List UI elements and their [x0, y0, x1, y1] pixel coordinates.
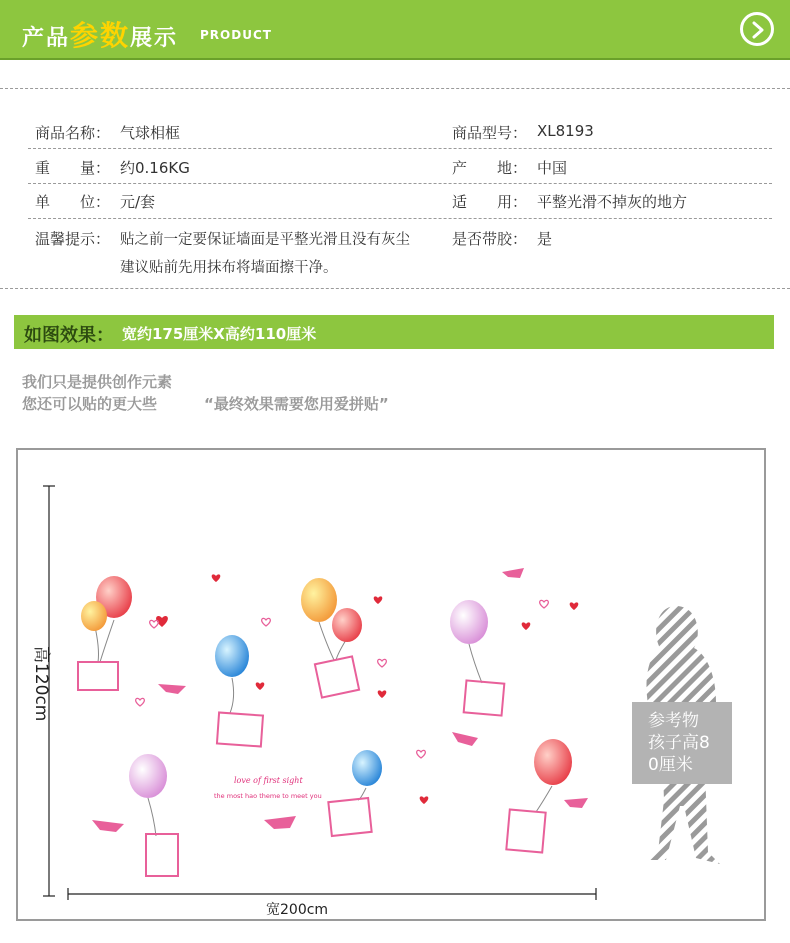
spec-tip-line1: 贴之前一定要保证墙面是平整光滑且没有灰尘	[120, 232, 410, 248]
section-header	[0, 0, 790, 60]
effect-banner	[14, 315, 774, 349]
balloon-frame-4	[450, 600, 504, 716]
circle-chevron-right-icon[interactable]	[740, 12, 774, 46]
divider	[28, 218, 772, 219]
spec-weight-label-2: 量：	[80, 159, 111, 177]
spec-weight-value: 约0.16KG	[120, 159, 190, 177]
spec-apply-value: 平整光滑不掉灰的地方	[537, 193, 688, 211]
height-label: 高120cm	[31, 646, 51, 722]
balloon-frame-3	[301, 578, 362, 698]
caption-line2: the most hao theme to meet you	[214, 792, 322, 800]
spec-unit-label-1: 单	[35, 193, 51, 211]
section-subtitle: PRODUCT	[200, 28, 272, 42]
decor-paper-boats	[92, 568, 588, 832]
reference-line2: 孩子高8	[648, 733, 710, 753]
width-dimension-line	[68, 888, 596, 900]
spec-origin-value: 中国	[537, 159, 568, 177]
balloon-frame-5	[129, 754, 178, 876]
width-label: 宽200cm	[266, 902, 329, 918]
note-line2: 您还可以贴的更大些	[22, 395, 158, 413]
reference-line1: 参考物	[648, 711, 699, 731]
balloon-frame-6	[328, 750, 382, 836]
divider	[28, 148, 772, 149]
note-line1: 我们只是提供创作元素	[22, 373, 173, 391]
spec-tip-label: 温馨提示：	[35, 230, 111, 248]
title-highlight: 参数	[70, 19, 131, 52]
spec-apply-label-1: 适	[452, 193, 468, 211]
title-part-2: 展示	[130, 26, 179, 51]
spec-glue-label: 是否带胶：	[452, 230, 528, 248]
spec-unit-value: 元/套	[120, 193, 156, 211]
balloon-frame-7	[506, 739, 572, 852]
spec-origin-label-1: 产	[452, 159, 468, 177]
title-part-1: 产品	[22, 26, 71, 51]
spec-tip-line2: 建议贴前先用抹布将墙面擦干净。	[120, 260, 338, 276]
product-diagram	[16, 448, 766, 921]
spec-name-label: 商品名称：	[35, 124, 111, 142]
spec-unit-label-2: 位：	[80, 193, 111, 211]
spec-name-value: 气球相框	[120, 124, 181, 142]
reference-line3: 0厘米	[648, 755, 693, 775]
spec-model-value: XL8193	[537, 122, 594, 140]
divider	[0, 288, 790, 289]
reference-label	[632, 702, 732, 784]
spec-weight-label-1: 重	[35, 159, 51, 177]
balloon-frame-1	[78, 576, 132, 690]
spec-model-label: 商品型号：	[452, 124, 528, 142]
effect-title: 如图效果：	[24, 325, 114, 346]
balloon-frame-2	[215, 635, 263, 746]
spec-origin-label-2: 地：	[497, 159, 528, 177]
caption-line1: love of first sight	[234, 776, 303, 785]
divider	[28, 183, 772, 184]
divider	[0, 88, 790, 89]
spec-apply-label-2: 用：	[497, 193, 528, 211]
note-quote: “最终效果需要您用爱拼贴”	[204, 395, 389, 413]
section-title	[22, 14, 178, 54]
spec-glue-value: 是	[537, 230, 553, 248]
effect-size: 宽约175厘米X高约110厘米	[122, 325, 317, 343]
